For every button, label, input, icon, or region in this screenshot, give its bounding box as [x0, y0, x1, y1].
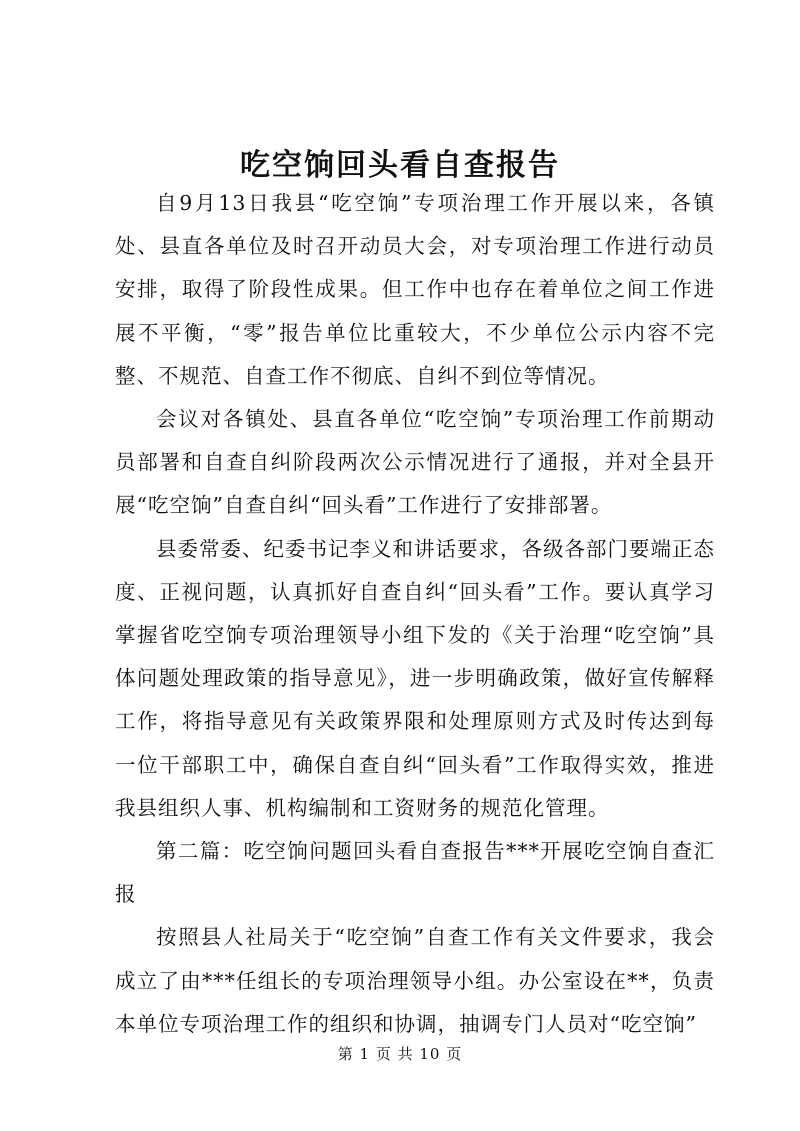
paragraph-intro: 自9月13日我县“吃空饷”专项治理工作开展以来，各镇处、县直各单位及时召开动员大会，对专项治理工作进行动员安排，取得了阶段性成果。但工作中也存在着单位之间工作进展不平衡，“零”报告单位比重较大，不少单位公示内容不完整、不规范、自查工作不彻底、自纠不到位等情况。: [115, 191, 715, 388]
paragraph-arrangement: 按照县人社局关于“吃空饷”自查工作有关文件要求，我会成立了由***任组长的专项治理领导小组。办公室设在**，负责本单位专项治理工作的组织和协调，抽调专门人员对“吃空饷”: [115, 925, 715, 1036]
page-number-footer: 第 1 页 共 10 页: [337, 1045, 463, 1063]
paragraph-section-heading: 第二篇：吃空饷问题回头看自查报告***开展吃空饷自查汇报: [115, 839, 715, 907]
document-title: 吃空饷回头看自查报告: [240, 148, 560, 183]
paragraph-speech: 县委常委、纪委书记李义和讲话要求，各级各部门要端正态度、正视问题，认真抓好自查自纠“回头看”工作。要认真学习掌握省吃空饷专项治理领导小组下发的《关于治理“吃空饷”具体问题处理政策的指导意见》，进一步明确政策，做好宣传解释工作，将指导意见有关政策界限和处理原则方式及时传达到每一位干部职工中，确保自查自纠“回头看”工作取得实效，推进我县组织人事、机构编制和工资财务的规范化管理。: [115, 536, 715, 820]
document-body: [115, 182, 715, 1046]
paragraph-meeting: 会议对各镇处、县直各单位“吃空饷”专项治理工作前期动员部署和自查自纠阶段两次公示情况进行了通报，并对全县开展“吃空饷”自查自纠“回头看”工作进行了安排部署。: [115, 407, 715, 518]
